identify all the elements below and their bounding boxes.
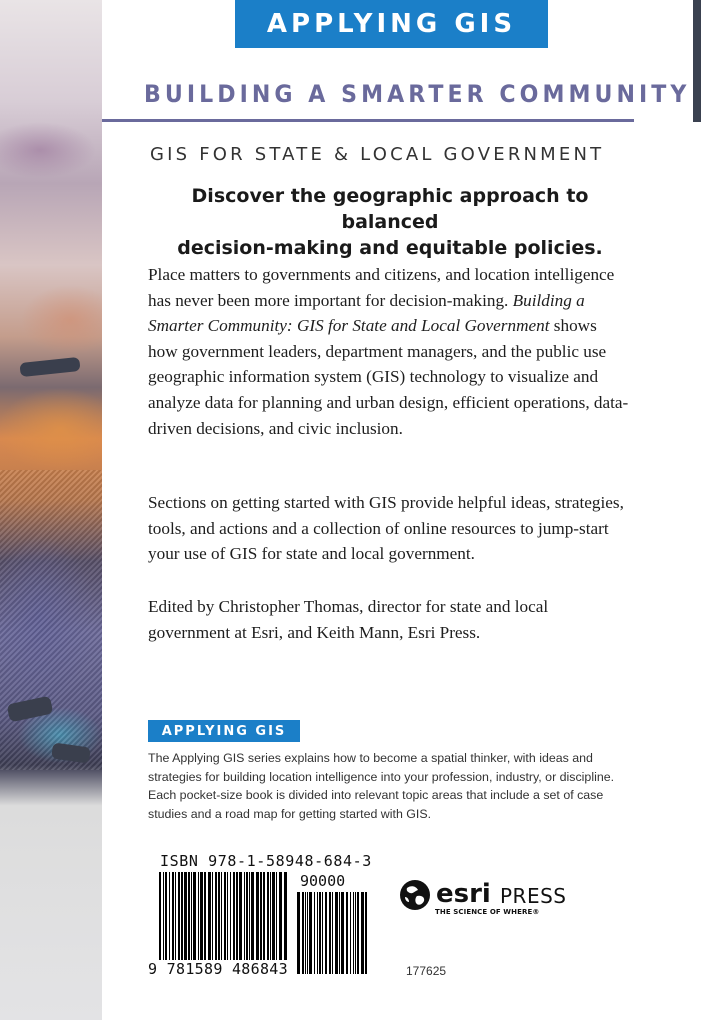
barcode-bar bbox=[270, 872, 271, 960]
series-header-band bbox=[235, 0, 548, 48]
barcode-bar bbox=[208, 872, 211, 960]
barcode-bar bbox=[181, 872, 183, 960]
barcode-bar bbox=[260, 872, 262, 960]
series-badge bbox=[148, 720, 300, 742]
barcode-addon-bar bbox=[297, 892, 300, 974]
puzzle-piece bbox=[19, 357, 80, 377]
barcode-bar bbox=[227, 872, 228, 960]
isbn-label: ISBN 978-1-58948-684-3 bbox=[160, 852, 372, 870]
barcode-addon-bar bbox=[325, 892, 327, 974]
tagline-line-2: decision-making and equitable policies. bbox=[177, 237, 603, 259]
barcode-bar bbox=[193, 872, 196, 960]
barcode-bar bbox=[169, 872, 170, 960]
globe-icon bbox=[398, 878, 432, 912]
barcode-addon-bar bbox=[361, 892, 364, 974]
barcode-addon-bar bbox=[350, 892, 351, 974]
description-book-title: Building a Smarter Community: GIS for State and Local Government bbox=[148, 290, 585, 336]
barcode-bar bbox=[251, 872, 254, 960]
editors-paragraph: Edited by Christopher Thomas, director for state and local government at Esri, and Keith Mann, Esri Press. bbox=[148, 597, 549, 642]
barcode-bar bbox=[249, 872, 250, 960]
title-divider bbox=[102, 119, 634, 122]
barcode-bar bbox=[267, 872, 269, 960]
series-description: The Applying GIS series explains how to become a spatial thinker, with ideas and strategies for building location intelligence into your profession, industry, or discipline. Each pocket-size book is divided into relevant topic areas that include a set of case studies and a road map for getting started with GIS. bbox=[148, 751, 615, 821]
barcode-addon-bar bbox=[335, 892, 338, 974]
barcode-bar bbox=[221, 872, 222, 960]
esri-press-logo bbox=[398, 878, 573, 924]
barcode-addon-bar bbox=[302, 892, 304, 974]
barcode-addon-bar bbox=[339, 892, 340, 974]
barcode-bar bbox=[218, 872, 220, 960]
barcode-bar bbox=[191, 872, 192, 960]
esri-wordmark: esri bbox=[436, 879, 491, 909]
barcode-addon-bar bbox=[357, 892, 359, 974]
barcode-bar bbox=[263, 872, 265, 960]
esri-tagline: THE SCIENCE OF WHERE® bbox=[435, 908, 540, 916]
barcode-bar bbox=[159, 872, 161, 960]
description-intro: Place matters to governments and citizens, and location intelligence has never been more important for decision-making. bbox=[148, 265, 615, 310]
barcode-bar bbox=[256, 872, 259, 960]
barcode-bar bbox=[236, 872, 238, 960]
barcode-bar bbox=[200, 872, 203, 960]
book-subtitle: GIS FOR STATE & LOCAL GOVERNMENT bbox=[150, 144, 605, 165]
spine-edge-strip bbox=[693, 0, 701, 122]
item-number: 177625 bbox=[406, 964, 447, 978]
description-paragraph-2: Sections on getting started with GIS provide helpful ideas, strategies, tools, and actions and a collection of online resources to jump-start your use of GIS for state and local government. bbox=[148, 493, 624, 564]
barcode-addon-bar bbox=[365, 892, 367, 974]
barcode-bar bbox=[212, 872, 213, 960]
barcode-addon-bar bbox=[353, 892, 354, 974]
barcode-addon-bar bbox=[329, 892, 331, 974]
barcode-bar bbox=[246, 872, 248, 960]
barcode-bar bbox=[163, 872, 164, 960]
book-title: BUILDING A SMARTER COMMUNITY bbox=[144, 80, 691, 108]
cover-photo-strip bbox=[0, 0, 102, 1020]
price-code: 90000 bbox=[296, 872, 349, 890]
series-header-text: APPLYING GIS bbox=[266, 9, 517, 39]
barcode-bar bbox=[215, 872, 217, 960]
barcode-bar bbox=[165, 872, 167, 960]
barcode-bar bbox=[276, 872, 277, 960]
barcode-bar bbox=[188, 872, 190, 960]
barcode-bar bbox=[244, 872, 245, 960]
barcode-bar bbox=[204, 872, 206, 960]
barcode-addon-bar bbox=[314, 892, 315, 974]
puzzle-texture bbox=[0, 470, 102, 770]
barcode-bar bbox=[172, 872, 174, 960]
barcode-addon-bar bbox=[309, 892, 312, 974]
barcode-bar bbox=[284, 872, 287, 960]
barcode-addon-bar bbox=[307, 892, 308, 974]
barcode-bar bbox=[184, 872, 187, 960]
barcode-digits: 9 781589 486843 bbox=[148, 960, 288, 978]
barcode-addon-bar bbox=[305, 892, 306, 974]
tagline bbox=[148, 183, 632, 261]
description-rest: shows how government leaders, department managers, and the public use geographic information system (GIS) technology to visualize and analyze data for planning and urban design, efficient operations, data-driven decisions, and civic inclusion. bbox=[148, 316, 629, 438]
description-paragraph-1 bbox=[148, 262, 630, 441]
barcode-bar bbox=[230, 872, 231, 960]
series-badge-label: APPLYING GIS bbox=[161, 723, 287, 739]
barcode-bar bbox=[198, 872, 199, 960]
barcode-bar bbox=[239, 872, 242, 960]
barcode-bar bbox=[175, 872, 176, 960]
barcode-bar bbox=[279, 872, 282, 960]
tagline-line-1: Discover the geographic approach to balanced bbox=[191, 185, 589, 233]
barcode-bar bbox=[233, 872, 235, 960]
barcode-bar bbox=[178, 872, 180, 960]
barcode-addon-bar bbox=[319, 892, 321, 974]
barcode-addon-bar bbox=[332, 892, 333, 974]
barcode-bar bbox=[272, 872, 275, 960]
barcode-addon-bar bbox=[341, 892, 344, 974]
barcode-addon-bar bbox=[355, 892, 356, 974]
barcode-bar bbox=[224, 872, 226, 960]
barcode-addon-bar bbox=[346, 892, 348, 974]
press-wordmark: PRESS bbox=[500, 884, 567, 908]
barcode-addon-bar bbox=[322, 892, 323, 974]
barcode-addon-bar bbox=[317, 892, 318, 974]
